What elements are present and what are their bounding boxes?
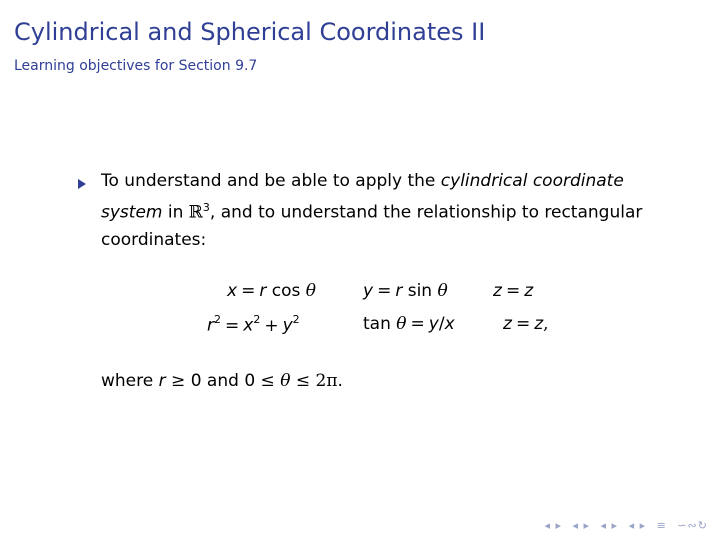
function: cos — [271, 281, 301, 301]
bullet-triangle-icon — [78, 179, 86, 189]
where-constraint-line — [101, 371, 343, 391]
punctuation: . — [337, 371, 343, 391]
nav-search-icon[interactable]: ∽∾↻ — [677, 519, 708, 532]
operator: ≤ — [255, 371, 281, 391]
var: y — [363, 281, 374, 301]
exponent: 3 — [202, 201, 210, 214]
var: y — [428, 314, 439, 334]
emphasis-text: system — [101, 202, 163, 223]
equation-r-squared — [207, 314, 300, 336]
var: x — [243, 315, 254, 336]
bullet-text: To understand and be able to apply the — [101, 171, 441, 191]
var: r — [395, 281, 403, 301]
equation-tan — [363, 314, 455, 334]
bullet-line-1 — [101, 171, 624, 191]
reals-symbol: ℝ — [188, 202, 203, 223]
text: where — [101, 371, 159, 391]
operator: ≤ — [290, 371, 316, 391]
punctuation: , — [543, 314, 549, 334]
function: tan — [363, 314, 391, 334]
equation-y — [363, 281, 448, 301]
var: θ — [305, 281, 316, 301]
bullet-line-2 — [101, 201, 642, 223]
equation-z — [493, 281, 533, 301]
var: r — [158, 371, 166, 391]
operator: = — [241, 281, 256, 301]
var: z — [503, 314, 512, 334]
equation-x — [227, 281, 316, 301]
exponent: 2 — [214, 313, 221, 326]
operator: = — [225, 315, 240, 336]
nav-subsection-icon[interactable]: ◂ ▸ — [572, 519, 591, 532]
var: x — [444, 314, 455, 334]
operator: = — [515, 314, 531, 334]
number: 2π — [315, 371, 338, 391]
text: and — [201, 371, 245, 391]
operator: = — [505, 281, 521, 301]
var: z — [524, 281, 534, 301]
var: θ — [280, 371, 291, 391]
operator: + — [264, 315, 279, 336]
nav-document-icon[interactable]: ◂ ▸ — [628, 519, 647, 532]
function: sin — [407, 281, 433, 301]
nav-frame-icon[interactable]: ◂ ▸ — [544, 519, 562, 532]
emphasis-text: cylindrical coordinate — [440, 171, 624, 191]
bullet-text: in — [162, 202, 189, 223]
operator: = — [377, 281, 392, 301]
number: 0 — [244, 371, 256, 391]
var: y — [282, 315, 293, 336]
slide-subtitle: Learning objectives for Section 9.7 — [14, 58, 258, 74]
equation-z-comma — [503, 314, 549, 334]
slide-title: Cylindrical and Spherical Coordinates II — [14, 18, 486, 46]
var: z — [534, 314, 544, 334]
var: z — [493, 281, 502, 301]
var: θ — [396, 314, 407, 334]
operator: / — [438, 314, 445, 334]
exponent: 2 — [253, 313, 261, 326]
number: 0 — [190, 371, 202, 391]
bullet-line-3: coordinates: — [101, 230, 207, 250]
var: θ — [437, 281, 448, 301]
var: x — [227, 281, 238, 301]
operator: ≥ — [165, 371, 191, 391]
nav-outline-icon[interactable]: ≡ — [656, 519, 667, 532]
beamer-navigation[interactable] — [538, 519, 708, 532]
var: r — [207, 315, 214, 336]
nav-section-icon[interactable]: ◂ ▸ — [600, 519, 619, 532]
bullet-text: , and to understand the relationship to rectangular — [209, 202, 643, 223]
var: r — [259, 281, 267, 301]
exponent: 2 — [292, 313, 300, 326]
operator: = — [410, 314, 425, 334]
